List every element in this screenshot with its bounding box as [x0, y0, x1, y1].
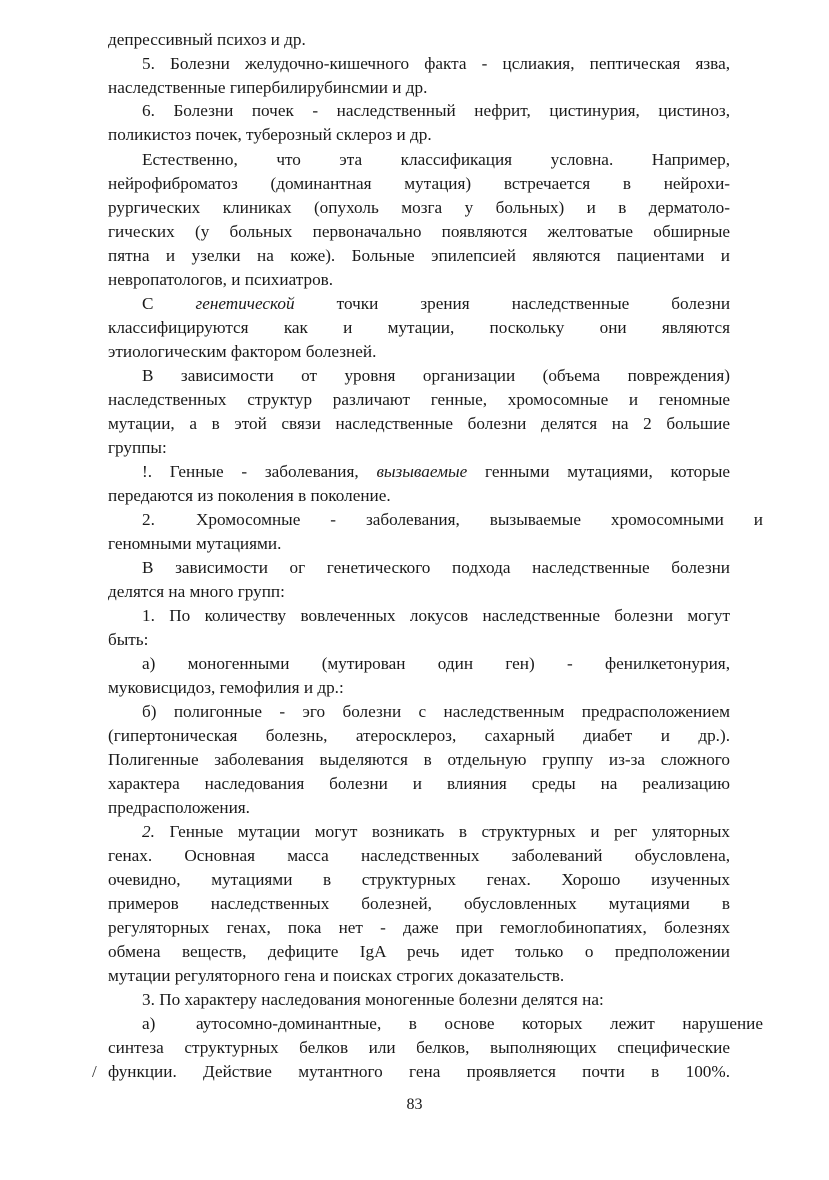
- text-line: нейрофиброматоз (доминантная мутация) встречается в нейрохи-: [108, 174, 730, 193]
- text-line: невропатологов, и психиатров.: [108, 270, 334, 289]
- text-line: 1. По количеству вовлеченных локусов наследственные болезни могут: [142, 606, 730, 625]
- text-run: Генные мутации могут возникать в структурных и рег уляторных: [169, 822, 730, 841]
- text-line: б) полигонные - эго болезни с наследственным предрасположением: [142, 702, 730, 721]
- text-line: Полигенные заболевания выделяются в отдельную группу из-за сложного: [108, 750, 730, 769]
- text-line: пятна и узелки на коже). Больные эпилепсией являются пациентами и: [108, 246, 730, 265]
- text-line: очевидно, мутациями в структурных генах. Хорошо изученных: [108, 870, 730, 889]
- text-line: классифицируются как и мутации, поскольку они являются: [108, 318, 730, 337]
- text-line: [142, 820, 730, 844]
- text-run: аутосомно-доминантные, в основе которых лежит нарушение: [196, 1014, 763, 1033]
- list-number: 2.: [142, 510, 155, 529]
- text-line: поликистоз почек, туберозный склероз и др.: [108, 125, 432, 144]
- text-line: [142, 508, 763, 532]
- text-line: [142, 1012, 763, 1036]
- text-line: (гипертоническая болезнь, атеросклероз, сахарный диабет и др.).: [108, 726, 730, 745]
- text-line: предрасположения.: [108, 798, 250, 817]
- text-line: мутации, а в этой связи наследственные болезни делятся на 2 большие: [108, 414, 730, 433]
- text-line: делятся на много групп:: [108, 582, 285, 601]
- text-line: наследственные гипербилирубинсмии и др.: [108, 78, 428, 97]
- text-line: обмена веществ, дефиците IgA речь идет только о предположении: [108, 942, 730, 961]
- text-line: 5. Болезни желудочно-кишечного факта - цслиакия, пептическая язва,: [142, 54, 730, 73]
- text-line: мутации регуляторного гена и поисках строгих доказательств.: [108, 966, 565, 985]
- text-line: а) моногенными (мутирован один ген) - фенилкетонурия,: [142, 654, 730, 673]
- text-line: геномными мутациями.: [108, 534, 282, 553]
- text-run: Хромосомные - заболевания, вызываемые хромосомными и: [196, 510, 763, 529]
- text-line: гических (у больных первоначально появляются желтоватые обширные: [108, 222, 730, 241]
- text-line: В зависимости от уровня организации (объема повреждения): [142, 366, 730, 385]
- text-line: быть:: [108, 630, 149, 649]
- text-line: наследственных структур различают генные, хромосомные и геномные: [108, 390, 730, 409]
- text-line: функции. Действие мутантного гена проявляется почти в 100%.: [108, 1062, 730, 1081]
- page-number: 83: [406, 1096, 423, 1113]
- list-number: 2.: [142, 822, 155, 841]
- text-line: синтеза структурных белков или белков, выполняющих специфические: [108, 1038, 730, 1057]
- italic-term: генетической: [195, 294, 295, 313]
- text-run: генными мутациями, которые: [485, 462, 731, 481]
- text-line: 6. Болезни почек - наследственный нефрит, цистинурия, цистиноз,: [142, 101, 730, 120]
- text-run: !. Генные - заболевания,: [142, 462, 359, 481]
- italic-term: вызываемые: [376, 462, 468, 481]
- text-run: С: [142, 294, 154, 313]
- text-line: 3. По характеру наследования моногенные болезни делятся на:: [142, 990, 604, 1009]
- text-line: группы:: [108, 438, 167, 457]
- text-line: [142, 460, 730, 484]
- text-line: регуляторных генах, пока нет - даже при гемоглобинопатиях, болезнях: [108, 918, 730, 937]
- text-line: передаются из поколения в поколение.: [108, 486, 391, 505]
- text-line: Естественно, что эта классификация условна. Например,: [142, 150, 730, 169]
- text-line: характера наследования болезни и влияния среды на реализацию: [108, 774, 730, 793]
- text-line: рургических клиниках (опухоль мозга у больных) и в дерматоло-: [108, 198, 730, 217]
- text-line: [142, 292, 730, 316]
- text-run: точки зрения наследственные болезни: [336, 294, 731, 313]
- margin-mark: /: [92, 1062, 97, 1081]
- list-number: а): [142, 1014, 156, 1033]
- text-line: примеров наследственных болезней, обусловленных мутациями в: [108, 894, 730, 913]
- text-line: депрессивный психоз и др.: [108, 30, 306, 49]
- text-line: этиологическим фактором болезней.: [108, 342, 377, 361]
- text-line: В зависимости ог генетического подхода наследственные болезни: [142, 558, 730, 577]
- text-line: генах. Основная масса наследственных заболеваний обусловлена,: [108, 846, 730, 865]
- text-line: муковисцидоз, гемофилия и др.:: [108, 678, 344, 697]
